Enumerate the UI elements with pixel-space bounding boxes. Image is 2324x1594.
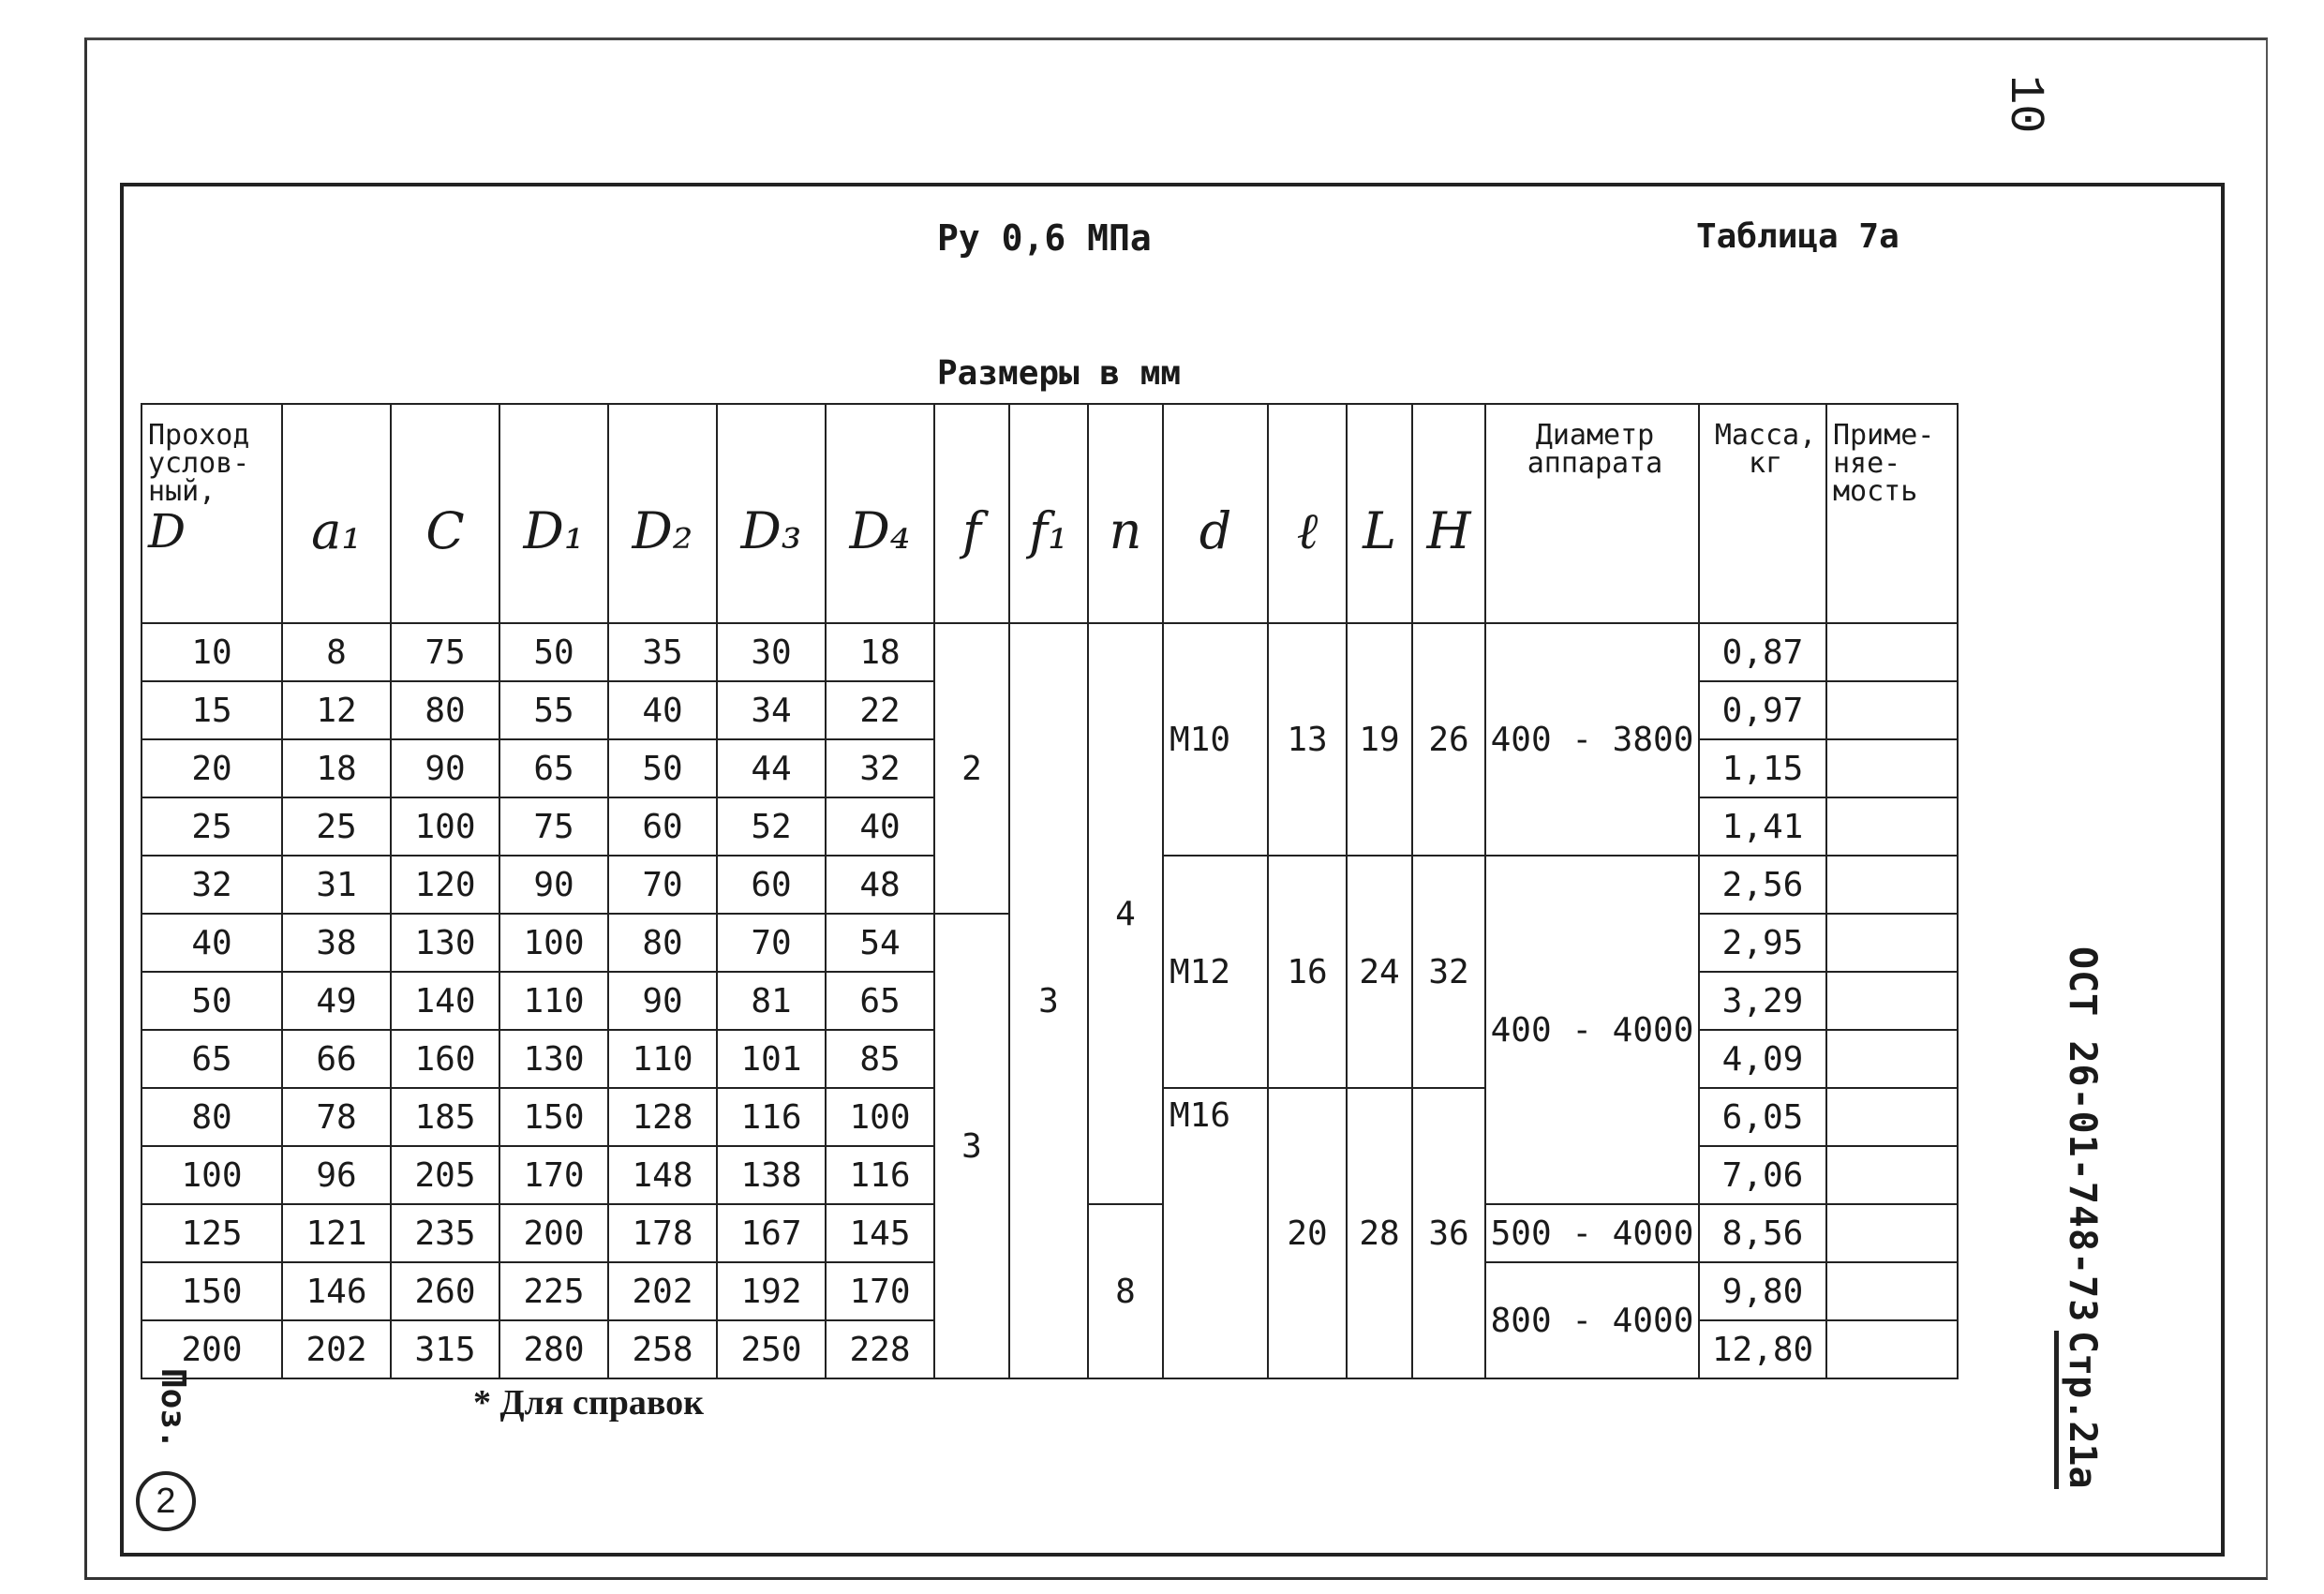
cell-c: 260 [391, 1262, 499, 1320]
cell-d2: 80 [608, 914, 717, 972]
cell-d1: 280 [499, 1320, 608, 1378]
cell-d1: 150 [499, 1088, 608, 1146]
cell-d2: 110 [608, 1030, 717, 1088]
cell-dy: 125 [142, 1204, 282, 1262]
cell-d3: 52 [717, 797, 826, 856]
cell-a1: 25 [282, 797, 391, 856]
cell-d3: 192 [717, 1262, 826, 1320]
cell-f: 2 [934, 623, 1009, 914]
cell-d2: 40 [608, 681, 717, 739]
cell-c: 235 [391, 1204, 499, 1262]
cell-applicability [1826, 972, 1958, 1030]
cell-d4: 32 [826, 739, 934, 797]
cell-d2: 60 [608, 797, 717, 856]
cell-d3: 167 [717, 1204, 826, 1262]
cell-d2: 50 [608, 739, 717, 797]
header-c: C [391, 404, 499, 623]
cell-apparatus-diameter: 500 - 4000 [1485, 1204, 1699, 1262]
cell-dy: 100 [142, 1146, 282, 1204]
cell-L: 24 [1347, 856, 1412, 1088]
cell-d2: 202 [608, 1262, 717, 1320]
cell-dy: 25 [142, 797, 282, 856]
cell-d2: 70 [608, 856, 717, 914]
document-code: ОСТ 26-01-748-73 [2061, 946, 2104, 1323]
cell-d1: 130 [499, 1030, 608, 1088]
cell-applicability [1826, 623, 1958, 681]
cell-f1: 3 [1009, 623, 1088, 1378]
cell-dy: 50 [142, 972, 282, 1030]
cell-dy: 80 [142, 1088, 282, 1146]
header-d2: D₂ [608, 404, 717, 623]
header-d3: D₃ [717, 404, 826, 623]
cell-d1: 50 [499, 623, 608, 681]
cell-dy: 15 [142, 681, 282, 739]
cell-c: 140 [391, 972, 499, 1030]
cell-applicability [1826, 1204, 1958, 1262]
cell-c: 205 [391, 1146, 499, 1204]
cell-a1: 202 [282, 1320, 391, 1378]
cell-mass: 4,09 [1699, 1030, 1826, 1088]
cell-d4: 48 [826, 856, 934, 914]
header-l: ℓ [1268, 404, 1347, 623]
cell-applicability [1826, 1146, 1958, 1204]
cell-applicability [1826, 1030, 1958, 1088]
cell-n: 4 [1088, 623, 1163, 1204]
cell-d3: 70 [717, 914, 826, 972]
flange-dimensions-table [141, 403, 1959, 1379]
cell-d3: 101 [717, 1030, 826, 1088]
cell-c: 130 [391, 914, 499, 972]
cell-c: 315 [391, 1320, 499, 1378]
cell-d2: 258 [608, 1320, 717, 1378]
cell-c: 90 [391, 739, 499, 797]
cell-c: 80 [391, 681, 499, 739]
cell-a1: 38 [282, 914, 391, 972]
cell-a1: 146 [282, 1262, 391, 1320]
cell-d3: 250 [717, 1320, 826, 1378]
header-d: d [1163, 404, 1268, 623]
header-apparatus-diameter: Диаметр аппарата [1485, 404, 1699, 623]
cell-applicability [1826, 914, 1958, 972]
header-a1: a₁ [282, 404, 391, 623]
header-H: H [1412, 404, 1485, 623]
cell-d3: 138 [717, 1146, 826, 1204]
cell-d4: 65 [826, 972, 934, 1030]
cell-a1: 96 [282, 1146, 391, 1204]
cell-a1: 78 [282, 1088, 391, 1146]
cell-d4: 100 [826, 1088, 934, 1146]
cell-c: 185 [391, 1088, 499, 1146]
table-row [142, 623, 1958, 681]
cell-applicability [1826, 739, 1958, 797]
cell-applicability [1826, 856, 1958, 914]
cell-n: 8 [1088, 1204, 1163, 1378]
cell-d2: 35 [608, 623, 717, 681]
cell-dy: 20 [142, 739, 282, 797]
cell-d1: 170 [499, 1146, 608, 1204]
cell-a1: 49 [282, 972, 391, 1030]
cell-d1: 110 [499, 972, 608, 1030]
cell-apparatus-diameter: 400 - 4000 [1485, 856, 1699, 1204]
cell-mass: 1,15 [1699, 739, 1826, 797]
cell-a1: 31 [282, 856, 391, 914]
cell-d1: 55 [499, 681, 608, 739]
cell-f: 3 [934, 914, 1009, 1378]
cell-applicability [1826, 797, 1958, 856]
cell-a1: 121 [282, 1204, 391, 1262]
cell-bolt: M10 [1163, 623, 1268, 856]
cell-d3: 116 [717, 1088, 826, 1146]
cell-L: 28 [1347, 1088, 1412, 1378]
cell-applicability [1826, 1088, 1958, 1146]
cell-d2: 90 [608, 972, 717, 1030]
cell-mass: 2,56 [1699, 856, 1826, 914]
cell-dy: 40 [142, 914, 282, 972]
cell-mass: 12,80 [1699, 1320, 1826, 1378]
cell-applicability [1826, 681, 1958, 739]
cell-mass: 7,06 [1699, 1146, 1826, 1204]
cell-d2: 178 [608, 1204, 717, 1262]
cell-d1: 100 [499, 914, 608, 972]
cell-d4: 18 [826, 623, 934, 681]
cell-H: 26 [1412, 623, 1485, 856]
cell-mass: 3,29 [1699, 972, 1826, 1030]
header-nominal-bore: Проход услов- ный, D [142, 404, 282, 623]
cell-mass: 2,95 [1699, 914, 1826, 972]
footnote: * Для справок [473, 1383, 705, 1423]
cell-d1: 225 [499, 1262, 608, 1320]
cell-mass: 9,80 [1699, 1262, 1826, 1320]
cell-applicability [1826, 1262, 1958, 1320]
cell-d2: 148 [608, 1146, 717, 1204]
cell-apparatus-diameter: 400 - 3800 [1485, 623, 1699, 856]
cell-d4: 170 [826, 1262, 934, 1320]
cell-d3: 34 [717, 681, 826, 739]
cell-a1: 8 [282, 623, 391, 681]
cell-d1: 90 [499, 856, 608, 914]
sheet-label: Стр.21а [2054, 1331, 2104, 1489]
cell-a1: 66 [282, 1030, 391, 1088]
cell-d2: 128 [608, 1088, 717, 1146]
cell-H: 32 [1412, 856, 1485, 1088]
cell-dy: 65 [142, 1030, 282, 1088]
page-number: 10 [1997, 75, 2052, 134]
cell-d4: 145 [826, 1204, 934, 1262]
cell-dy: 200 [142, 1320, 282, 1378]
header-mass: Масса, кг [1699, 404, 1826, 623]
cell-d4: 54 [826, 914, 934, 972]
header-d4: D₄ [826, 404, 934, 623]
cell-bolt: M12 [1163, 856, 1268, 1088]
cell-bolt: M16 [1163, 1088, 1268, 1378]
cell-mass: 6,05 [1699, 1088, 1826, 1146]
cell-c: 160 [391, 1030, 499, 1088]
cell-applicability [1826, 1320, 1958, 1378]
cell-dy: 150 [142, 1262, 282, 1320]
cell-d4: 85 [826, 1030, 934, 1088]
cell-mass: 1,41 [1699, 797, 1826, 856]
cell-d3: 60 [717, 856, 826, 914]
cell-L: 19 [1347, 623, 1412, 856]
cell-H: 36 [1412, 1088, 1485, 1378]
cell-c: 100 [391, 797, 499, 856]
units-label: Размеры в мм [937, 354, 1182, 393]
cell-d1: 200 [499, 1204, 608, 1262]
header-L: L [1347, 404, 1412, 623]
header-f1: f₁ [1009, 404, 1088, 623]
cell-dy: 10 [142, 623, 282, 681]
cell-mass: 0,97 [1699, 681, 1826, 739]
cell-d4: 228 [826, 1320, 934, 1378]
cell-c: 75 [391, 623, 499, 681]
header-d1: D₁ [499, 404, 608, 623]
cell-c: 120 [391, 856, 499, 914]
cell-l: 13 [1268, 623, 1347, 856]
cell-d1: 75 [499, 797, 608, 856]
cell-l: 20 [1268, 1088, 1347, 1378]
header-n: n [1088, 404, 1163, 623]
cell-d3: 81 [717, 972, 826, 1030]
cell-l: 16 [1268, 856, 1347, 1088]
pressure-label: Ру 0,6 МПа [937, 217, 1152, 259]
cell-d4: 40 [826, 797, 934, 856]
cell-a1: 18 [282, 739, 391, 797]
position-number: 2 [136, 1471, 196, 1531]
cell-mass: 0,87 [1699, 623, 1826, 681]
cell-d3: 44 [717, 739, 826, 797]
header-applicability: Приме-няе-мость [1826, 404, 1958, 623]
cell-d4: 116 [826, 1146, 934, 1204]
cell-d1: 65 [499, 739, 608, 797]
cell-apparatus-diameter: 800 - 4000 [1485, 1262, 1699, 1378]
cell-a1: 12 [282, 681, 391, 739]
header-f: f [934, 404, 1009, 623]
position-label: Поз. [154, 1368, 192, 1450]
cell-dy: 32 [142, 856, 282, 914]
table-label: Таблица 7а [1696, 217, 1899, 256]
cell-d4: 22 [826, 681, 934, 739]
cell-mass: 8,56 [1699, 1204, 1826, 1262]
cell-d3: 30 [717, 623, 826, 681]
